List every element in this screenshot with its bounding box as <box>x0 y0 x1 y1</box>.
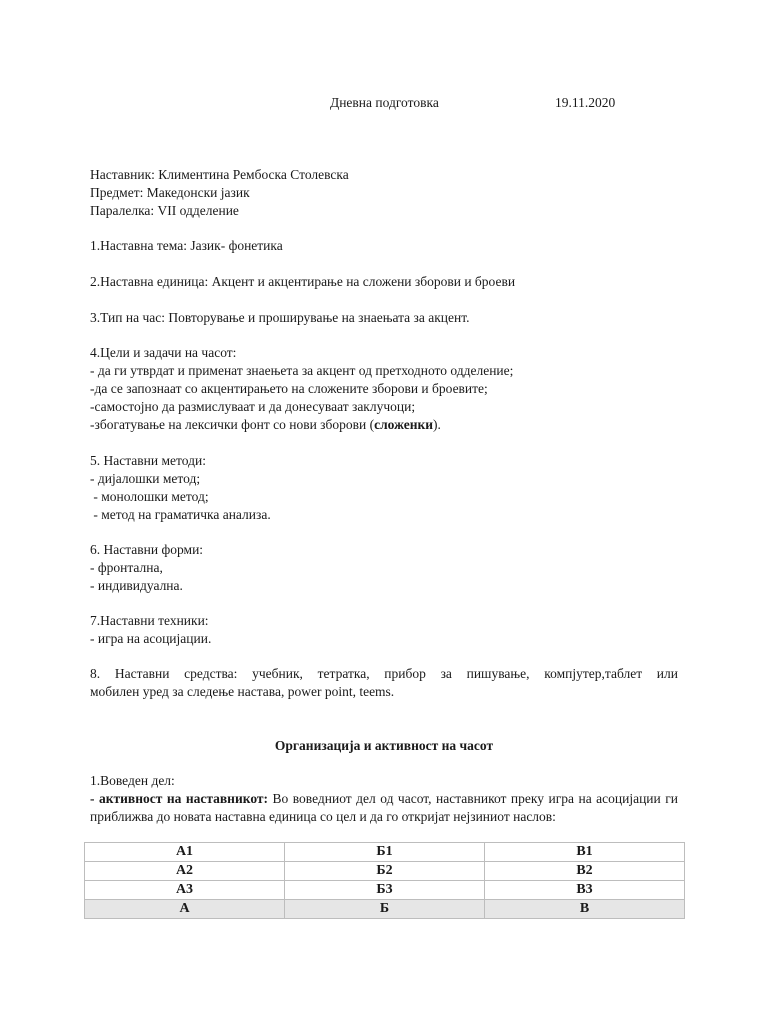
table-row-solution <box>85 900 685 919</box>
teaching-aids-line1: 8. Наставни средства: учебник, тетратка, прибор за пишување, компјутер,таблет или <box>90 666 678 681</box>
document-date: 19.11.2020 <box>555 95 616 110</box>
goals-item: -самостојно да размислуваат и да донесуваат заклучоци; <box>90 399 416 414</box>
techniques-heading: 7.Наставни техники: <box>90 613 209 628</box>
methods-heading: 5. Наставни методи: <box>90 453 206 468</box>
organization-title: Организација и активност на часот <box>274 738 494 753</box>
teacher-activity-label: - активност на наставникот: <box>90 791 269 806</box>
table-cell: Б3 <box>285 881 485 900</box>
goals-item: - да ги утврдат и применат знаењета за акцент од претходното одделение; <box>90 363 514 378</box>
table-cell: Б2 <box>285 862 485 881</box>
goals-item-end: ). <box>433 417 441 432</box>
table-cell: А2 <box>85 862 285 881</box>
goals-item-text: -збогатување на лексички фонт со нови зборови ( <box>90 417 375 432</box>
lesson-type: 3.Тип на час: Повторување и проширување на знаењата за акцент. <box>90 310 470 325</box>
methods-item: - метод на граматичка анализа. <box>90 507 271 522</box>
table-cell: А1 <box>85 843 285 862</box>
forms-item: - индивидуална. <box>90 578 183 593</box>
forms-item: - фронтална, <box>90 560 163 575</box>
table-cell-solution: В <box>485 900 685 919</box>
class-line: Паралелка: VII одделение <box>90 203 239 218</box>
table-cell: В1 <box>485 843 685 862</box>
teaching-topic: 1.Наставна тема: Јазик- фонетика <box>90 238 283 253</box>
table-cell: Б1 <box>285 843 485 862</box>
teacher-activity-text: Во воведниот дел од часот, наставникот преку игра на асоцијации ги приближва до новата наставна единица со цел и да го откријат нејзиниот наслов: <box>90 791 678 824</box>
table-cell: В3 <box>485 881 685 900</box>
methods-item: - монолошки метод; <box>90 489 209 504</box>
intro-heading: 1.Воведен дел: <box>90 773 175 788</box>
teacher-activity-paragraph <box>90 790 678 826</box>
forms-heading: 6. Наставни форми: <box>90 542 204 557</box>
document-title: Дневна подготовка <box>330 95 439 110</box>
associations-table <box>84 842 685 919</box>
table-row <box>85 862 685 881</box>
table-cell-solution: Б <box>285 900 485 919</box>
goals-heading: 4.Цели и задачи на часот: <box>90 345 237 360</box>
table-row <box>85 843 685 862</box>
goals-item-last <box>90 416 441 434</box>
subject-line: Предмет: Македонски јазик <box>90 185 250 200</box>
methods-item: - дијалошки метод; <box>90 471 201 486</box>
table-row <box>85 881 685 900</box>
techniques-item: - игра на асоцијации. <box>90 631 212 646</box>
teacher-line: Наставник: Климентина Рембоска Столевска <box>90 167 349 182</box>
goals-item-bold-word: сложенки <box>374 417 434 432</box>
table-cell: А3 <box>85 881 285 900</box>
teaching-unit: 2.Наставна единица: Акцент и акцентирање на сложени зборови и броеви <box>90 274 516 289</box>
goals-item: -да се запознаат со акцентирањето на сложените зборови и броевите; <box>90 381 488 396</box>
table-cell: В2 <box>485 862 685 881</box>
table-cell-solution: А <box>85 900 285 919</box>
teaching-aids-line2: мобилен уред за следење настава, power point, teems. <box>90 684 395 699</box>
